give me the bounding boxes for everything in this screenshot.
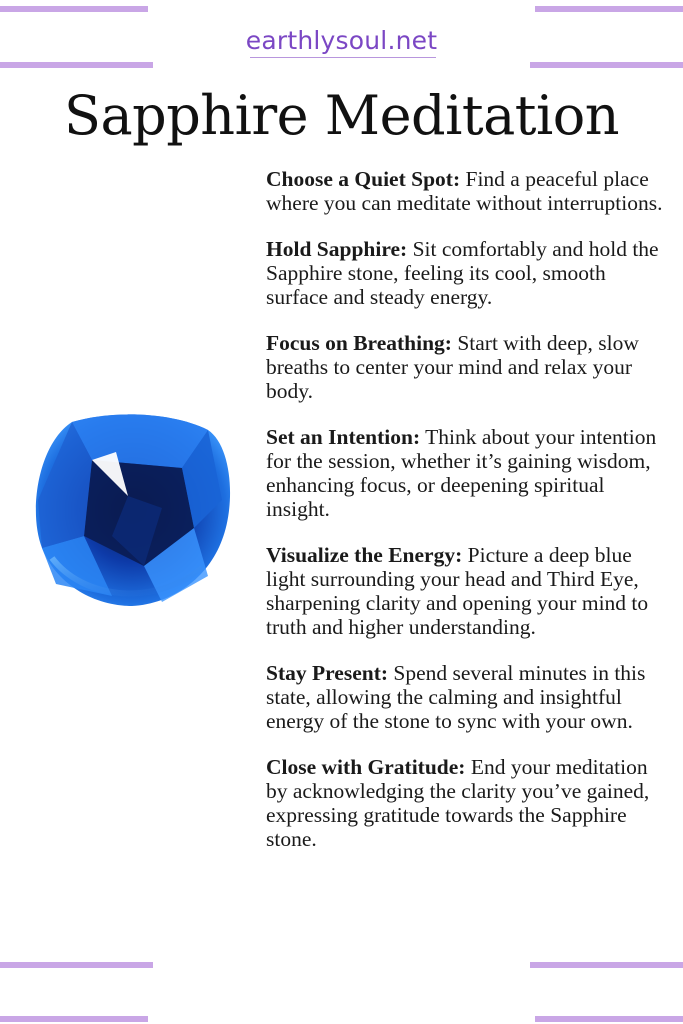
step-stay-present	[266, 661, 670, 733]
bottom-left-bar	[0, 1016, 148, 1022]
step-label: Hold Sapphire:	[266, 237, 408, 261]
brand-logo[interactable]: earthlysoul.net	[245, 26, 438, 55]
step-text: Start with deep, slow breaths to center your mind and relax your body.	[266, 331, 639, 403]
step-text: Picture a deep blue light surrounding your head and Third Eye, sharpening clarity and opening your mind to truth and higher understanding.	[266, 543, 649, 639]
header-left-bar	[0, 62, 153, 68]
header-right-bar	[530, 62, 683, 68]
footer-left-bar	[0, 962, 153, 968]
step-text: End your meditation by acknowledging the clarity you’ve gained, expressing gratitude towards the Sapphire stone.	[266, 755, 650, 851]
step-visualize	[266, 543, 670, 639]
step-breathing	[266, 331, 670, 403]
step-intention	[266, 425, 670, 521]
step-hold-sapphire	[266, 237, 670, 309]
step-text: Spend several minutes in this state, allowing the calming and insightful energy of the stone to sync with your own.	[266, 661, 646, 733]
step-label: Set an Intention:	[266, 425, 421, 449]
step-label: Focus on Breathing:	[266, 331, 452, 355]
bottom-right-bar	[535, 1016, 683, 1022]
step-text: Find a peaceful place where you can meditate without interruptions.	[266, 167, 663, 215]
footer-right-bar	[530, 962, 683, 968]
step-label: Stay Present:	[266, 661, 389, 685]
step-quiet-spot	[266, 167, 670, 215]
step-text: Think about your intention for the session, whether it’s gaining wisdom, enhancing focus, or deepening spiritual insight.	[266, 425, 657, 521]
page-title: Sapphire Meditation	[63, 84, 620, 147]
step-text: Sit comfortably and hold the Sapphire stone, feeling its cool, smooth surface and steady energy.	[266, 237, 659, 309]
top-left-bar	[0, 6, 148, 12]
step-label: Close with Gratitude:	[266, 755, 466, 779]
step-label: Choose a Quiet Spot:	[266, 167, 461, 191]
meditation-steps	[266, 167, 670, 873]
brand-underline	[250, 57, 436, 58]
sapphire-gem-icon	[32, 408, 234, 608]
top-right-bar	[535, 6, 683, 12]
step-gratitude	[266, 755, 670, 851]
step-label: Visualize the Energy:	[266, 543, 463, 567]
